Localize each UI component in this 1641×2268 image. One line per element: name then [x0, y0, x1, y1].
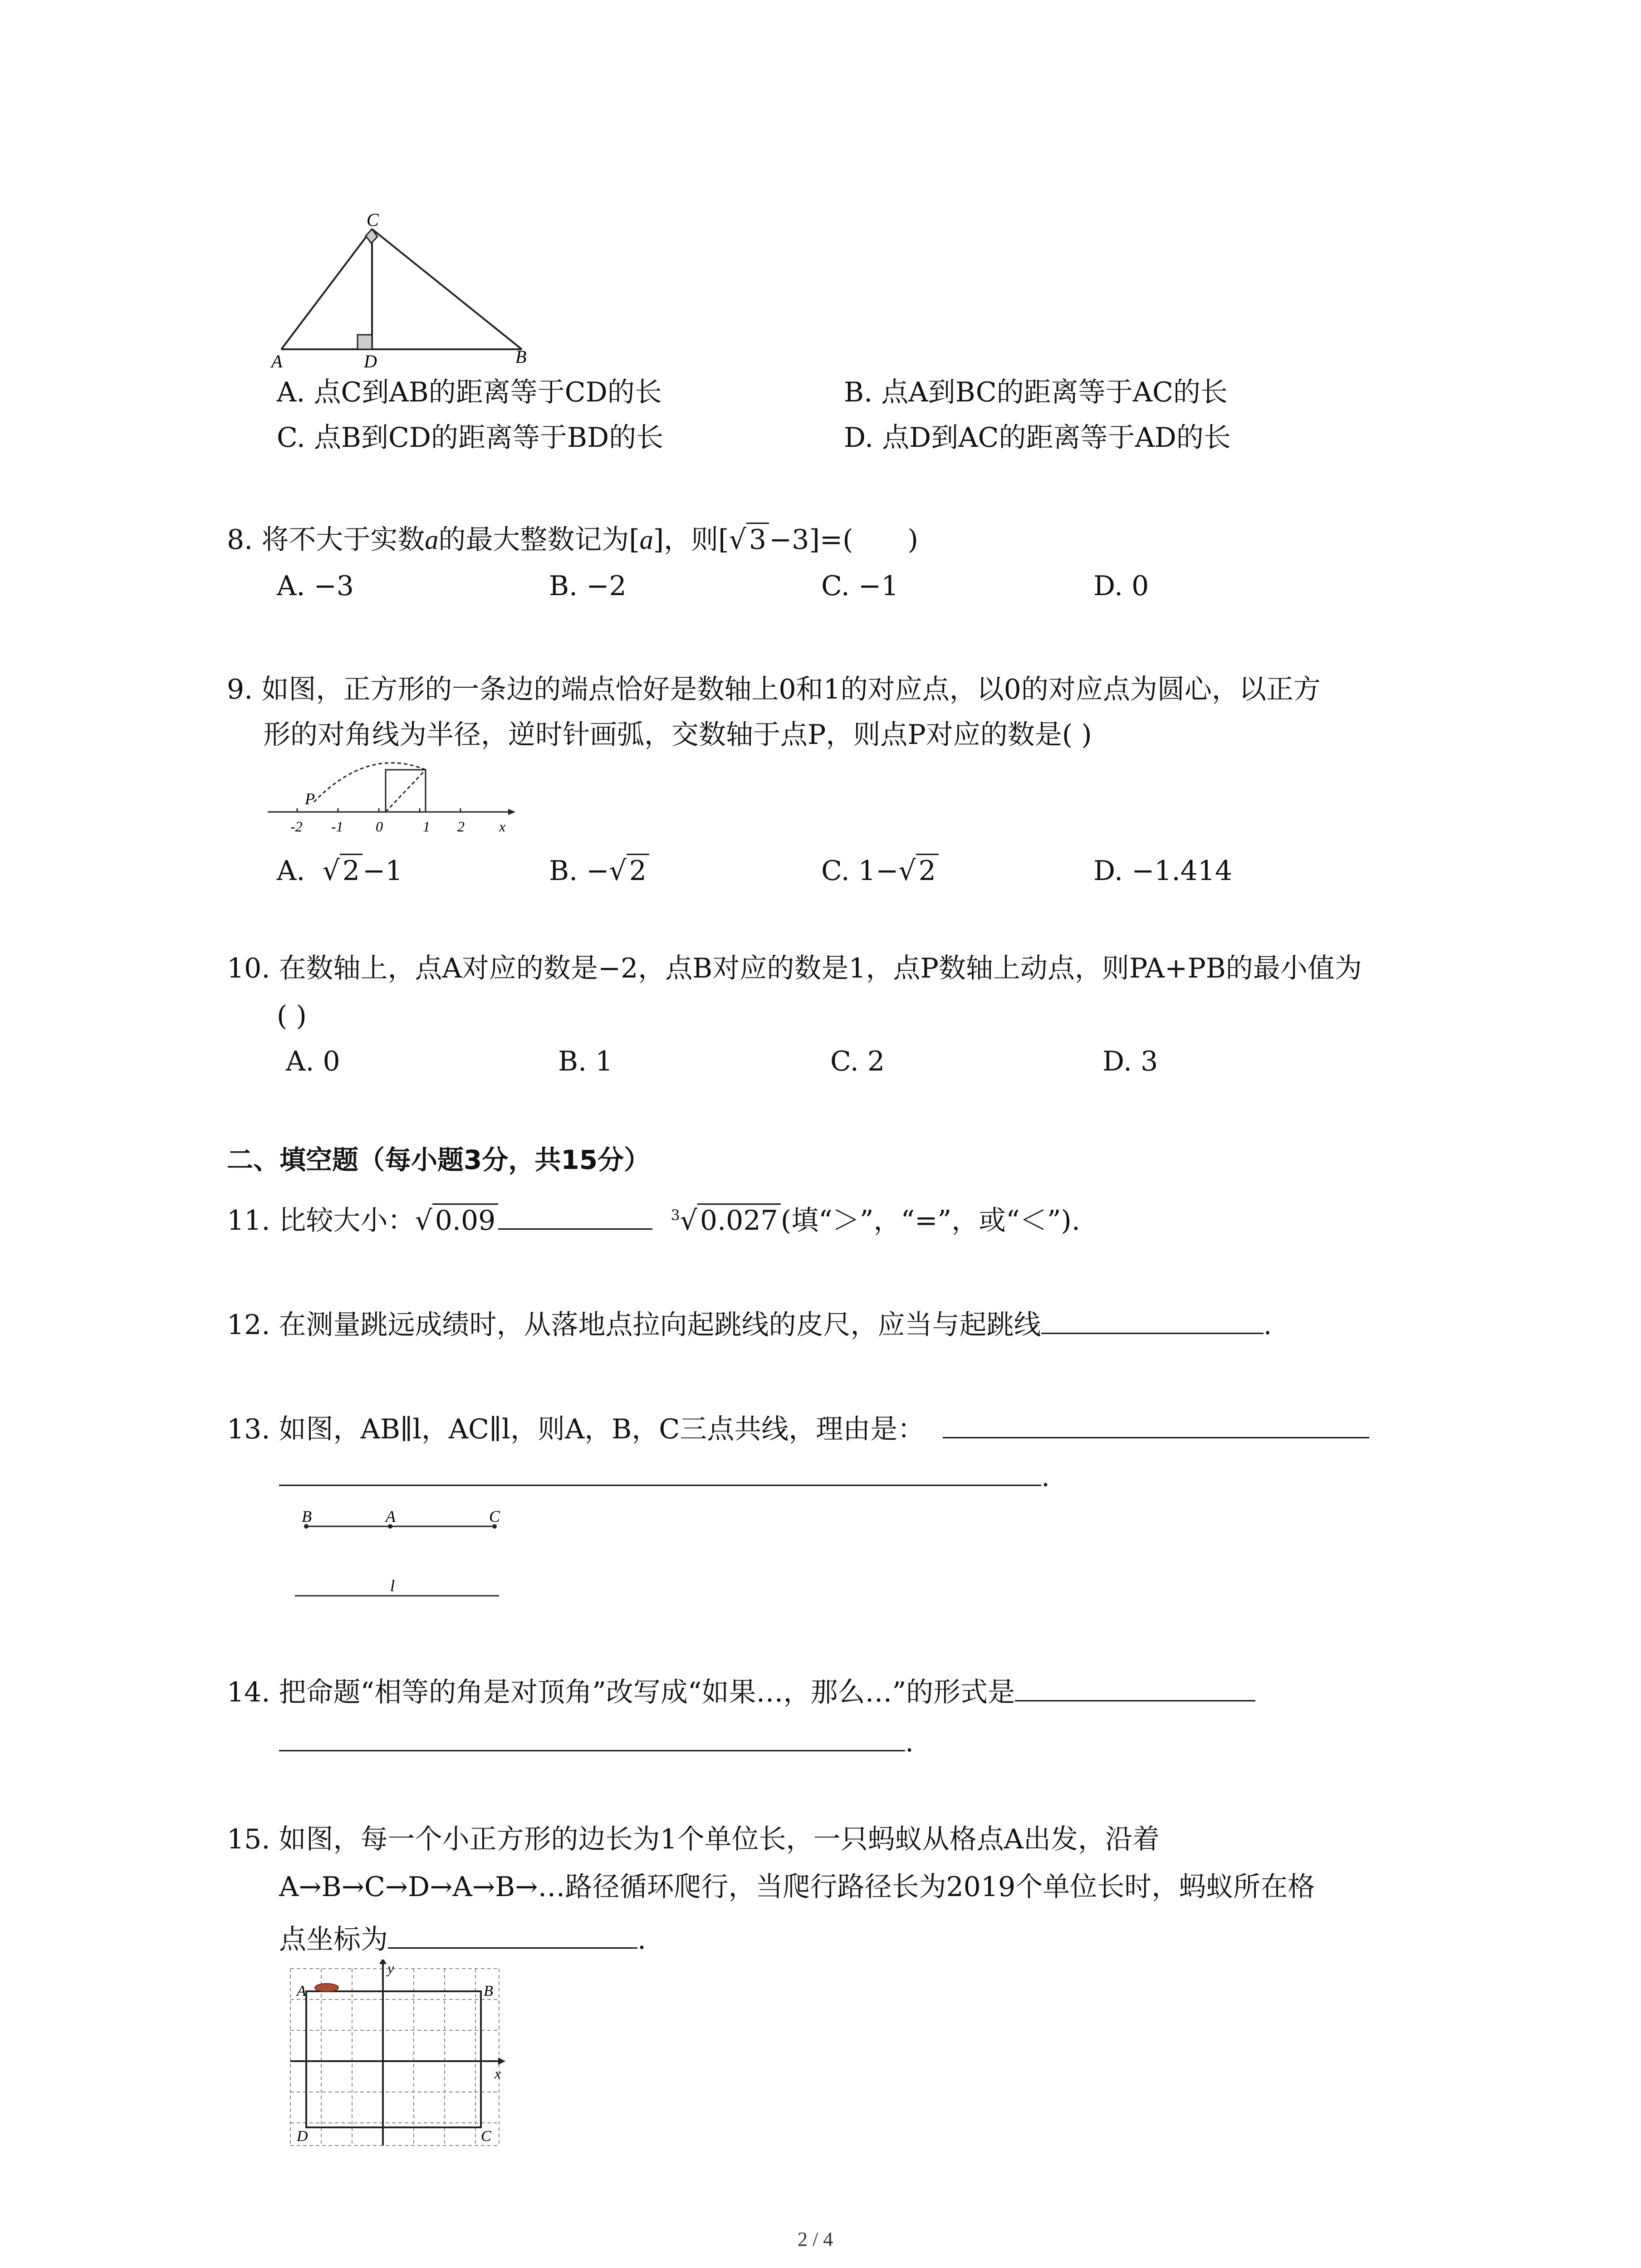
q13-answer-blank-2[interactable] — [279, 1458, 1041, 1486]
q7-label-B: B — [515, 347, 527, 367]
q15-label-D: D — [297, 2128, 308, 2145]
q14-line2: . — [279, 1724, 914, 1756]
q15-grid-figure — [281, 1960, 508, 2155]
q12-answer-blank[interactable] — [1041, 1306, 1264, 1334]
q9-number-line-figure — [263, 755, 517, 841]
q9-tick-neg1: -1 — [331, 818, 343, 835]
q8-option-d: D. 0 — [1093, 570, 1149, 602]
q11-stem: 11. 比较大小：√ 0.09 $^3$√ 0.027 (填“＞”，“=”，或“＜”). — [227, 1202, 1080, 1234]
q8-option-c: C. −1 — [821, 570, 899, 602]
q11-sqrt: √ 0.09 — [415, 1207, 499, 1234]
q15-axis-x: x — [495, 2065, 501, 2082]
q8-sqrt: √ 3 — [729, 526, 769, 553]
q13-label-A: A — [386, 1507, 396, 1525]
q10-option-b: B. 1 — [558, 1046, 613, 1077]
q11-cbrt: $^3$√ 0.027 — [671, 1207, 780, 1234]
q13-answer-blank-1[interactable] — [943, 1411, 1369, 1438]
q12-stem: 12. 在测量跳远成绩时，从落地点拉向起跳线的皮尺，应当与起跳线 . — [227, 1306, 1272, 1339]
q15-stem-line2: A→B→C→D→A→B→…路径循环爬行，当爬行路径长为2019个单位长时，蚂蚁所在格 — [279, 1871, 1315, 1903]
q13-line2: . — [279, 1458, 1050, 1491]
q14-stem: 14. 把命题“相等的角是对顶角”改写成“如果…，那么…”的形式是 — [227, 1674, 1255, 1706]
q10-stem-line1: 10. 在数轴上，点A对应的数是−2，点B对应的数是1，点P数轴上动点，则PA+PB的最小值为 — [227, 953, 1362, 984]
page-number: 2 / 4 — [798, 2228, 833, 2250]
q9-tick-2: 2 — [457, 818, 465, 835]
q14-answer-blank-2[interactable] — [279, 1724, 905, 1751]
q9-option-b: B. −√ 2 — [549, 857, 649, 885]
section-title-fill-in: 二、填空题（每小题3分，共15分） — [227, 1144, 651, 1175]
q9-label-P: P — [305, 790, 315, 808]
q13-label-C: C — [489, 1507, 500, 1525]
q7-option-a: A. 点C到AB的距离等于CD的长 — [277, 376, 662, 408]
q13-label-l: l — [390, 1577, 395, 1595]
q15-axis-y: y — [387, 1960, 394, 1976]
q9-stem-line2: 形的对角线为半径，逆时针画弧，交数轴于点P，则点P对应的数是( ) — [263, 719, 1092, 751]
q9-option-c: C. 1−√ 2 — [821, 857, 939, 885]
q7-label-D: D — [364, 351, 377, 367]
q15-stem-line1: 15. 如图，每一个小正方形的边长为1个单位长，一只蚂蚁从格点A出发，沿着 — [227, 1823, 1160, 1855]
q13-label-B: B — [302, 1507, 312, 1525]
q8-option-a: A. −3 — [277, 570, 354, 602]
q7-triangle-figure — [268, 213, 549, 367]
q15-stem-line3: 点坐标为 . — [279, 1921, 646, 1953]
q7-option-d: D. 点D到AC的距离等于AD的长 — [844, 422, 1231, 454]
q10-option-a: A. 0 — [286, 1046, 340, 1077]
q15-label-B: B — [484, 1983, 493, 1999]
q9-option-a: A. √ 2 −1 — [277, 857, 402, 885]
q15-label-C: C — [481, 2128, 491, 2145]
q11-answer-blank[interactable] — [498, 1202, 652, 1230]
q7-label-A: A — [271, 351, 283, 367]
q9-tick-1: 1 — [423, 818, 430, 835]
q8-stem: 8. 将不大于实数a的最大整数记为[a]，则[√ 3 −3]=( ) — [227, 526, 918, 553]
q7-option-c: C. 点B到CD的距离等于BD的长 — [277, 422, 664, 454]
q9-option-d: D. −1.414 — [1093, 855, 1233, 887]
q15-answer-blank[interactable] — [388, 1921, 637, 1949]
q9-stem-line1: 9. 如图，正方形的一条边的端点恰好是数轴上0和1的对应点，以0的对应点为圆心，以正方 — [227, 674, 1321, 705]
q10-option-d: D. 3 — [1102, 1046, 1158, 1077]
q15-label-A: A — [297, 1983, 306, 1999]
q8-option-b: B. −2 — [549, 570, 627, 602]
q7-option-b: B. 点A到BC的距离等于AC的长 — [844, 376, 1228, 408]
q14-answer-blank-1[interactable] — [1015, 1674, 1255, 1701]
q7-label-C: C — [367, 213, 379, 230]
q13-stem: 13. 如图，AB∥l，AC∥l，则A，B，C三点共线，理由是： — [227, 1411, 1369, 1443]
q10-option-c: C. 2 — [830, 1046, 885, 1077]
q9-axis-x: x — [499, 818, 506, 835]
q10-stem-line2: ( ) — [277, 1000, 307, 1032]
q9-tick-neg2: -2 — [290, 818, 303, 835]
q13-figure — [290, 1506, 508, 1606]
q9-tick-0: 0 — [376, 818, 383, 835]
